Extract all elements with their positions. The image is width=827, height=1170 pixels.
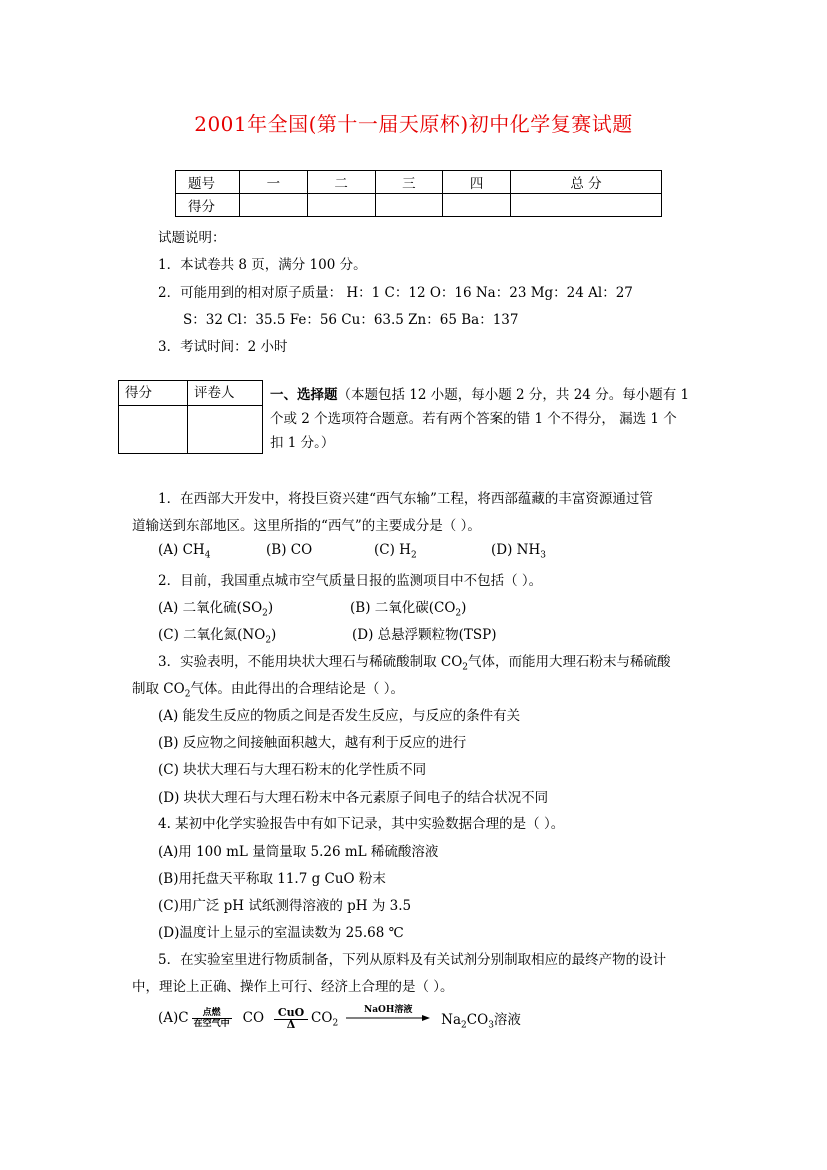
q4-option-b: (B)用托盘天平称取 11.7 g CuO 粉末	[158, 871, 386, 887]
grader-col-grader: 评卷人	[188, 381, 263, 406]
q4-option-c: (C)用广泛 pH 试纸测得溶液的 pH 为 3.5	[158, 898, 412, 914]
score-table-header-cell: 三	[375, 171, 443, 194]
score-table-row-label: 得分	[176, 194, 240, 217]
score-table-header-cell: 总 分	[511, 171, 662, 194]
q2-option-b: (B) 二氧化碳$(CO_2)$	[350, 600, 467, 619]
section1-line2: 个或 2 个选项符合题意。若有两个答案的错 1 个不得分， 漏选 1 个	[270, 411, 677, 427]
grader-name-cell	[188, 406, 263, 454]
score-table	[175, 170, 662, 217]
q5-stem-line1: 5．在实验室里进行物质制备，下列从原料及有关试剂分别制取相应的最终产物的设计	[158, 952, 667, 968]
section1-heading: 一、选择题	[270, 387, 338, 403]
score-table-header-row	[176, 171, 662, 194]
q1-option-b: (B) CO	[266, 542, 313, 558]
q3-option-c: (C) 块状大理石与大理石粉末的化学性质不同	[158, 762, 427, 778]
grader-score-cell	[119, 406, 188, 454]
instruction-item: 2．可能用到的相对原子质量： H：1 C：12 O：16 Na：23 Mg：24 Al：27	[158, 285, 633, 301]
q1-option-a: (A) $CH_4$	[158, 542, 211, 561]
q3-stem-line1: 3．实验表明，不能用块状大理石与稀硫酸制取 $CO_2$气体，而能用大理石粉末与稀硫酸	[158, 654, 671, 673]
score-table-score-row	[176, 194, 662, 217]
q2-option-c: (C) 二氧化氮$(NO_2)$	[158, 627, 277, 646]
q3-option-b: (B) 反应物之间接触面积越大，越有利于反应的进行	[158, 735, 467, 751]
q5-stem-line2: 中，理论上正确、操作上可行、经济上合理的是（ ）。	[132, 979, 454, 995]
instruction-item: 3．考试时间：2 小时	[158, 339, 288, 355]
instruction-item: 1．本试卷共 8 页，满分 100 分。	[158, 257, 367, 273]
score-cell	[375, 194, 443, 217]
q2-option-a: (A) 二氧化硫$(SO_2)$	[158, 600, 274, 619]
score-cell	[240, 194, 308, 217]
instructions-heading: 试题说明：	[158, 230, 226, 246]
score-cell	[511, 194, 662, 217]
score-table-header-cell: 一	[240, 171, 308, 194]
q2-option-d: (D) 总悬浮颗粒物(TSP)	[352, 627, 497, 643]
q1-option-c: (C) $H_2$	[374, 542, 417, 561]
score-cell	[307, 194, 375, 217]
score-cell	[443, 194, 511, 217]
reaction-arrow-3: NaOH溶液	[346, 1005, 430, 1031]
section1-line1: 一、选择题（本题包括 12 小题，每小题 2 分，共 24 分。每小题有 1	[270, 387, 690, 403]
q2-stem: 2．目前，我国重点城市空气质量日报的监测项目中不包括（ ）。	[158, 573, 543, 589]
reaction-arrow-1: 点燃 在空气中	[193, 1007, 230, 1029]
score-table-header-cell: 二	[307, 171, 375, 194]
score-table-header-cell: 题号	[176, 171, 240, 194]
q3-option-a: (A) 能发生反应的物质之间是否发生反应，与反应的条件有关	[158, 708, 521, 724]
q4-option-d: (D)温度计上显示的室温读数为 25.68 ℃	[158, 925, 404, 941]
q4-option-a: (A)用 100 mL 量筒量取 5.26 mL 稀硫酸溶液	[158, 844, 439, 860]
section1-line3: 扣 1 分。）	[270, 435, 335, 451]
grader-col-score: 得分	[119, 381, 188, 406]
q1-stem-line1: 1．在西部大开发中，将投巨资兴建“西气东输”工程，将西部蕴藏的丰富资源通过管	[158, 491, 653, 507]
score-table-header-cell: 四	[443, 171, 511, 194]
reaction-arrow-2: CuO Δ	[274, 1007, 308, 1030]
grader-table	[118, 380, 263, 454]
q5-option-a: (A)C 点燃 在空气中 CO CuO Δ $CO_2$ NaOH溶液 $Na_2CO_3$溶液	[158, 1005, 521, 1031]
q4-stem: 4. 某初中化学实验报告中有如下记录，其中实验数据合理的是（ ）。	[158, 816, 565, 832]
q3-stem-line2: 制取 $CO_2$气体。由此得出的合理结论是（ ）。	[132, 681, 404, 700]
page-title: 2001年全国(第十一届天原杯)初中化学复赛试题	[194, 112, 633, 136]
q1-option-d: (D) $NH_3$	[491, 542, 546, 561]
q3-option-d: (D) 块状大理石与大理石粉末中各元素原子间电子的结合状况不同	[158, 790, 549, 806]
instruction-item: S：32 Cl：35.5 Fe：56 Cu：63.5 Zn：65 Ba：137	[183, 312, 519, 328]
q1-stem-line2: 道输送到东部地区。这里所指的“西气”的主要成分是（ ）。	[132, 518, 481, 534]
